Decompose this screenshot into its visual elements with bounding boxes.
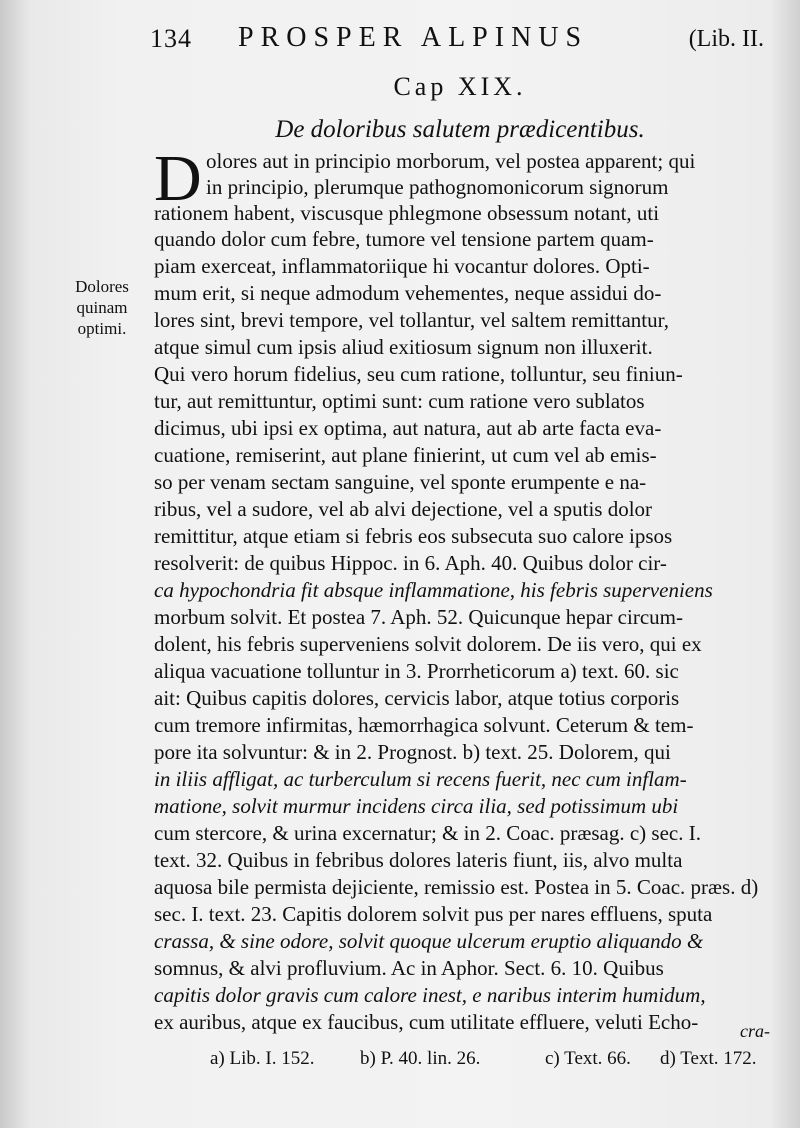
margin-note-line: quinam <box>76 298 128 317</box>
text-line: somnus, & alvi profluvium. Ac in Aphor. Sect. 6. 10. Quibus <box>154 956 664 980</box>
text-line: ribus, vel a sudore, vel ab alvi dejectione, vel a sputis dolor <box>154 497 653 521</box>
running-title: PROSPER ALPINUS <box>238 22 589 53</box>
book-reference: (Lib. II. <box>688 26 764 52</box>
running-head <box>150 22 770 58</box>
drop-cap: D <box>154 142 202 215</box>
text-line: olores aut in principio morborum, vel postea apparent; qui <box>206 149 696 173</box>
chapter-heading: Cap XIX. <box>393 72 527 101</box>
text-line: in principio, plerumque pathognomonicorum signorum <box>206 175 669 199</box>
text-line: in iliis affligat, ac turberculum si recens fuerit, nec cum inflam- <box>154 767 687 791</box>
margin-note-line: Dolores <box>75 277 129 296</box>
text-line: crassa, & sine odore, solvit quoque ulcerum eruptio aliquando & <box>154 929 704 953</box>
footnote: c) Text. 66. <box>545 1048 631 1069</box>
text-line: mum erit, si neque admodum vehementes, neque assidui do- <box>154 281 662 305</box>
text-line: so per venam sectam sanguine, vel sponte erumpente e na- <box>154 470 647 494</box>
text-line: resolverit: de quibus Hippoc. in 6. Aph. 40. Quibus dolor cir- <box>154 551 667 575</box>
text-line: dicimus, ubi ipsi ex optima, aut natura, aut ab arte facta eva- <box>154 416 662 440</box>
text-line: rationem habent, viscusque phlegmone obsessum notant, uti <box>154 201 660 225</box>
text-line: ex auribus, atque ex faucibus, cum utilitate effluere, veluti Echo- <box>154 1010 699 1034</box>
text-line: ca hypochondria fit absque inflammatione, his febris superveniens <box>154 578 713 602</box>
text-line: Qui vero horum fidelius, seu cum ratione, tolluntur, seu finiun- <box>154 362 683 386</box>
text-line: lores sint, brevi tempore, vel tollantur, vel saltem remittantur, <box>154 308 670 332</box>
footnote: b) P. 40. lin. 26. <box>360 1048 481 1069</box>
text-line: cuatione, remiserint, aut plane finierint, ut cum vel ab emis- <box>154 443 657 467</box>
text-line: tur, aut remittuntur, optimi sunt: cum ratione vero sublatos <box>154 389 645 413</box>
margin-note <box>62 276 142 339</box>
text-line: cum tremore infirmitas, hæmorrhagica solvunt. Ceterum & tem- <box>154 713 694 737</box>
text-line: quando dolor cum febre, tumore vel tensione partem quam- <box>154 227 654 251</box>
footnote: d) Text. 172. <box>660 1048 757 1069</box>
text-line: morbum solvit. Et postea 7. Aph. 52. Quicunque hepar circum- <box>154 605 683 629</box>
text-line: dolent, his febris superveniens solvit dolorem. De iis vero, qui ex <box>154 632 702 656</box>
text-line: pore ita solvuntur: & in 2. Prognost. b) text. 25. Dolorem, qui <box>154 740 671 764</box>
margin-note-line: optimi. <box>77 319 127 338</box>
chapter-title: De doloribus salutem prædicentibus. <box>275 116 645 143</box>
text-line: atque simul cum ipsis aliud exitiosum signum non illuxerit. <box>154 335 653 359</box>
text-line: sec. I. text. 23. Capitis dolorem solvit pus per nares effluens, sputa <box>154 902 713 926</box>
text-line: matione, solvit murmur incidens circa ilia, sed potissimum ubi <box>154 794 679 818</box>
catchword: cra- <box>740 1021 770 1041</box>
text-line: ait: Quibus capitis dolores, cervicis labor, atque totius corporis <box>154 686 680 710</box>
text-line: cum stercore, & urina excernatur; & in 2. Coac. præsag. c) sec. I. <box>154 821 701 845</box>
text-line: aquosa bile permista dejiciente, remissio est. Postea in 5. Coac. præs. d) <box>154 875 759 899</box>
page-number: 134 <box>150 24 192 53</box>
footnote: a) Lib. I. 152. <box>210 1048 315 1069</box>
text-line: text. 32. Quibus in febribus dolores lateris fiunt, iis, alvo multa <box>154 848 683 872</box>
text-line: remittitur, atque etiam si febris eos subsecuta suo calore ipsos <box>154 524 673 548</box>
text-line: piam exerceat, inflammatoriique hi vocantur dolores. Opti- <box>154 254 650 278</box>
text-line: capitis dolor gravis cum calore inest, e naribus interim humidum, <box>154 983 706 1007</box>
text-line: aliqua vacuatione tolluntur in 3. Prorrheticorum a) text. 60. sic <box>154 659 679 683</box>
